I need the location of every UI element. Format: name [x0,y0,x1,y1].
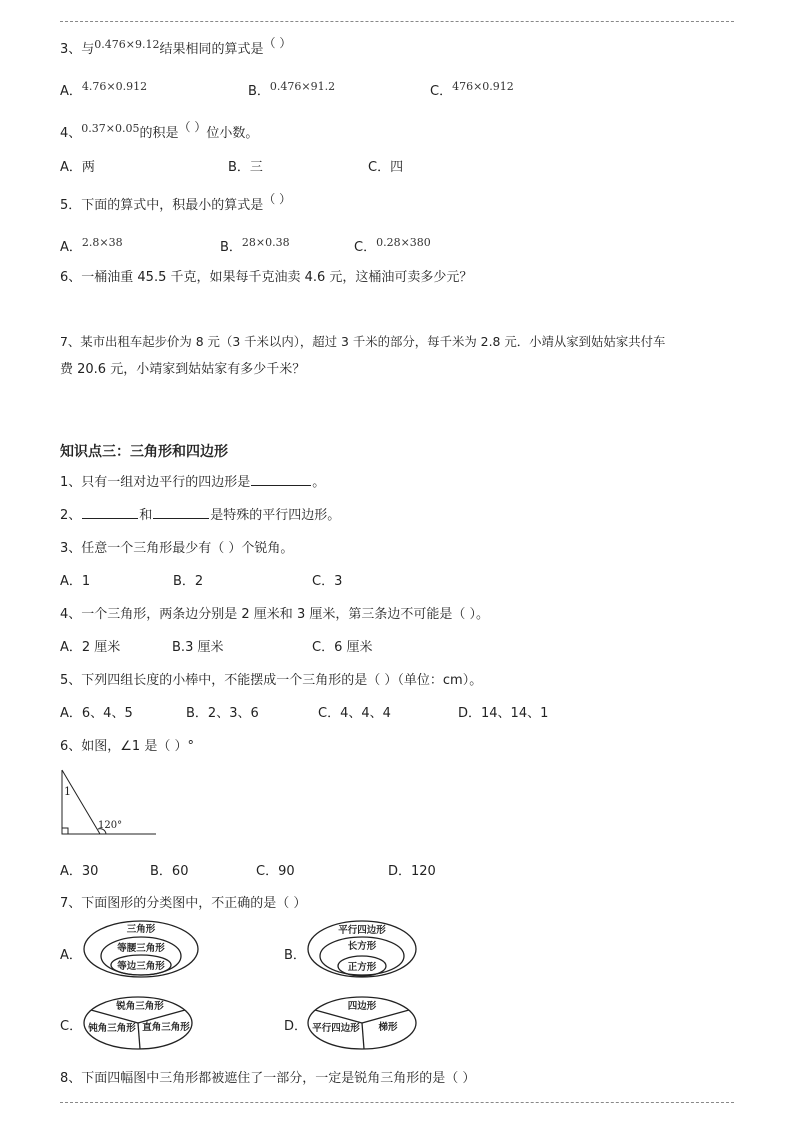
option-label: C． [368,160,391,175]
s3-q6-text: 6、如图，∠1 是（ ）° [60,739,194,754]
ring-middle-label: 等腰三角形 [117,943,165,954]
sector-divider [138,1023,140,1049]
option-label: B. [172,640,186,655]
sector-top-label: 四边形 [347,1001,377,1012]
option-label: B． [186,706,208,721]
ring-inner-label: 正方形 [347,962,377,973]
ring-outer-label: 三角形 [126,924,156,935]
option-expr: 0.28×380 [376,236,431,249]
s3-q7-diagram-c[interactable] [82,994,194,1052]
option-label: B． [220,240,242,255]
s3-q4-option-c[interactable] [312,636,372,655]
s3-q4-option-a[interactable] [60,636,120,655]
s2-q4-expr: 0.37×0.05 [81,122,140,135]
s3-q7-option-a-label[interactable]: A． [60,948,82,963]
option-label: C． [256,864,279,879]
angle-1-label: 1 [64,785,71,798]
s3-q2 [60,504,340,523]
s2-q4-option-a[interactable] [60,156,95,175]
s2-q3-tail: 结果相同的算式是 [159,42,264,57]
s2-q5-paren: （ ） [263,192,292,206]
option-text: 2 [194,574,204,589]
s2-q5-option-c[interactable] [354,236,431,255]
s3-q5-option-a[interactable] [60,702,133,721]
option-text: 2 厘米 [81,640,121,655]
option-text: 90 [278,864,295,879]
s2-q3-num: 3、与 [60,42,95,57]
option-text: 2、3、6 [207,706,259,721]
option-label: A． [60,84,82,99]
sector-right-label: 梯形 [378,1022,398,1033]
sector-left-label: 平行四边形 [312,1023,360,1034]
s2-q6-text: 6、一桶油重 45.5 千克，如果每千克油卖 4.6 元，这桶油可卖多少元？ [60,270,473,285]
s3-q2-post: 是特殊的平行四边形。 [210,508,341,523]
s3-q6-option-c[interactable] [256,860,295,879]
s2-q3-option-c[interactable] [430,80,514,99]
s3-q3-option-b[interactable] [173,570,203,589]
option-text: 3 [334,574,343,589]
s3-q7-diagram-a[interactable] [82,918,200,980]
s2-q4-option-b[interactable] [228,156,263,175]
option-text: 14、14、1 [481,706,549,721]
s3-q6-option-b[interactable] [150,860,188,879]
option-label: A． [60,160,82,175]
s3-q7-option-c-label[interactable]: C． [60,1019,83,1034]
s3-q6-option-a[interactable] [60,860,98,879]
s2-q4-tail: 位小数。 [206,126,259,141]
option-expr: 4.76×0.912 [81,80,148,93]
s2-q4-mid: 的积是 [139,126,179,141]
option-label: A． [60,640,82,655]
option-label: A． [60,240,82,255]
s3-q4-text: 4、一个三角形，两条边分别是 2 厘米和 3 厘米，第三条边不可能是（ ）。 [60,607,489,622]
s3-q7-diagram-d[interactable] [306,994,418,1052]
s2-q7-line1: 7、某市出租车起步价为 8 元（3 千米以内），超过 3 千米的部分，每千米为 2.8 元．小靖从家到姑姑家共付车 [60,334,666,349]
option-label: D． [458,706,482,721]
s2-q3-option-b[interactable] [248,80,335,99]
option-label: B． [228,160,250,175]
s3-q6-option-d[interactable] [388,860,436,879]
option-label: C． [312,574,335,589]
section-3-heading: 知识点三：三角形和四边形 [60,444,228,460]
option-label: C． [430,84,453,99]
s3-q2-mid: 和 [139,508,153,523]
s3-q7-diagram-b[interactable] [306,918,418,980]
top-dashed-rule [60,21,734,22]
s2-q3-paren: （ ） [263,36,292,50]
s3-q4-option-b[interactable] [172,636,223,655]
option-text: 30 [81,864,99,879]
s3-q8-text: 8、下面四幅图中三角形都被遮住了一部分，一定是锐角三角形的是（ ） [60,1071,476,1086]
option-text: 6 厘米 [334,640,373,655]
s3-q5-option-c[interactable] [318,702,391,721]
option-text: 3 厘米 [185,640,224,655]
s3-q6-triangle-figure [56,766,160,840]
option-text: 两 [81,160,95,175]
s3-q7-option-b-label[interactable]: B． [284,948,306,963]
s2-q5-text: 5．下面的算式中，积最小的算式是 [60,198,264,213]
s3-q1-post: 。 [312,475,326,490]
s3-q3-option-a[interactable] [60,570,90,589]
triangle-hypotenuse [62,770,100,834]
option-text: 三 [249,160,263,175]
option-label: B． [173,574,195,589]
option-expr: 476×0.912 [452,80,514,93]
s3-q1-blank[interactable] [251,473,311,486]
ring-outer-label: 平行四边形 [338,925,386,936]
s2-q5-option-b[interactable] [220,236,290,255]
option-expr: 0.476×91.2 [269,80,336,93]
s3-q2-blank-1[interactable] [82,506,138,519]
ring-middle-label: 长方形 [347,941,377,952]
s3-q5-option-d[interactable] [458,702,548,721]
option-label: B． [248,84,270,99]
sector-divider [362,1023,364,1049]
s3-q3-text: 3、任意一个三角形最少有（ ）个锐角。 [60,541,294,556]
s3-q2-pre: 2、 [60,508,82,523]
s2-q4-paren: （ ） [178,120,207,134]
sector-right-label: 直角三角形 [142,1022,190,1033]
option-label: C． [354,240,377,255]
s2-q5-option-a[interactable] [60,236,123,255]
option-label: C． [318,706,341,721]
ring-inner-label: 等边三角形 [117,961,165,972]
option-expr: 28×0.38 [241,236,290,249]
s3-q3-option-c[interactable] [312,570,342,589]
option-text: 60 [171,864,189,879]
s2-q3-expr: 0.476×9.12 [94,38,160,51]
option-label: D． [388,864,412,879]
option-label: C． [312,640,335,655]
bottom-dashed-rule [60,1102,734,1103]
s3-q7-text: 7、下面图形的分类图中，不正确的是（ ） [60,896,307,911]
s2-q3-option-a[interactable] [60,80,147,99]
option-label: A． [60,864,82,879]
option-text: 4、4、4 [340,706,391,721]
option-label: A． [60,574,82,589]
angle-120-label: 120° [98,820,123,831]
s2-q3-stem [60,38,291,57]
s3-q1 [60,471,325,490]
option-text: 四 [390,160,404,175]
option-label: A． [60,706,82,721]
right-angle-mark [62,828,68,834]
sector-top-label: 锐角三角形 [116,1001,164,1012]
s3-q5-text: 5、下列四组长度的小棒中，不能摆成一个三角形的是（ ）（单位：cm）。 [60,673,483,688]
option-expr: 2.8×38 [81,236,123,249]
sector-left-label: 钝角三角形 [88,1023,136,1034]
s3-q7-option-d-label[interactable]: D． [284,1019,308,1034]
s2-q4-stem [60,122,258,141]
option-text: 6、4、5 [81,706,133,721]
s2-q7-line2: 费 20.6 元，小靖家到姑姑家有多少千米？ [60,362,306,377]
s3-q5-option-b[interactable] [186,702,259,721]
s2-q4-option-c[interactable] [368,156,403,175]
option-text: 120 [411,864,436,879]
s3-q1-pre: 1、只有一组对边平行的四边形是 [60,475,251,490]
s2-q4-num: 4、 [60,126,82,141]
option-text: 1 [81,574,91,589]
option-label: B． [150,864,172,879]
s2-q5-stem [60,194,291,213]
s3-q2-blank-2[interactable] [153,506,209,519]
